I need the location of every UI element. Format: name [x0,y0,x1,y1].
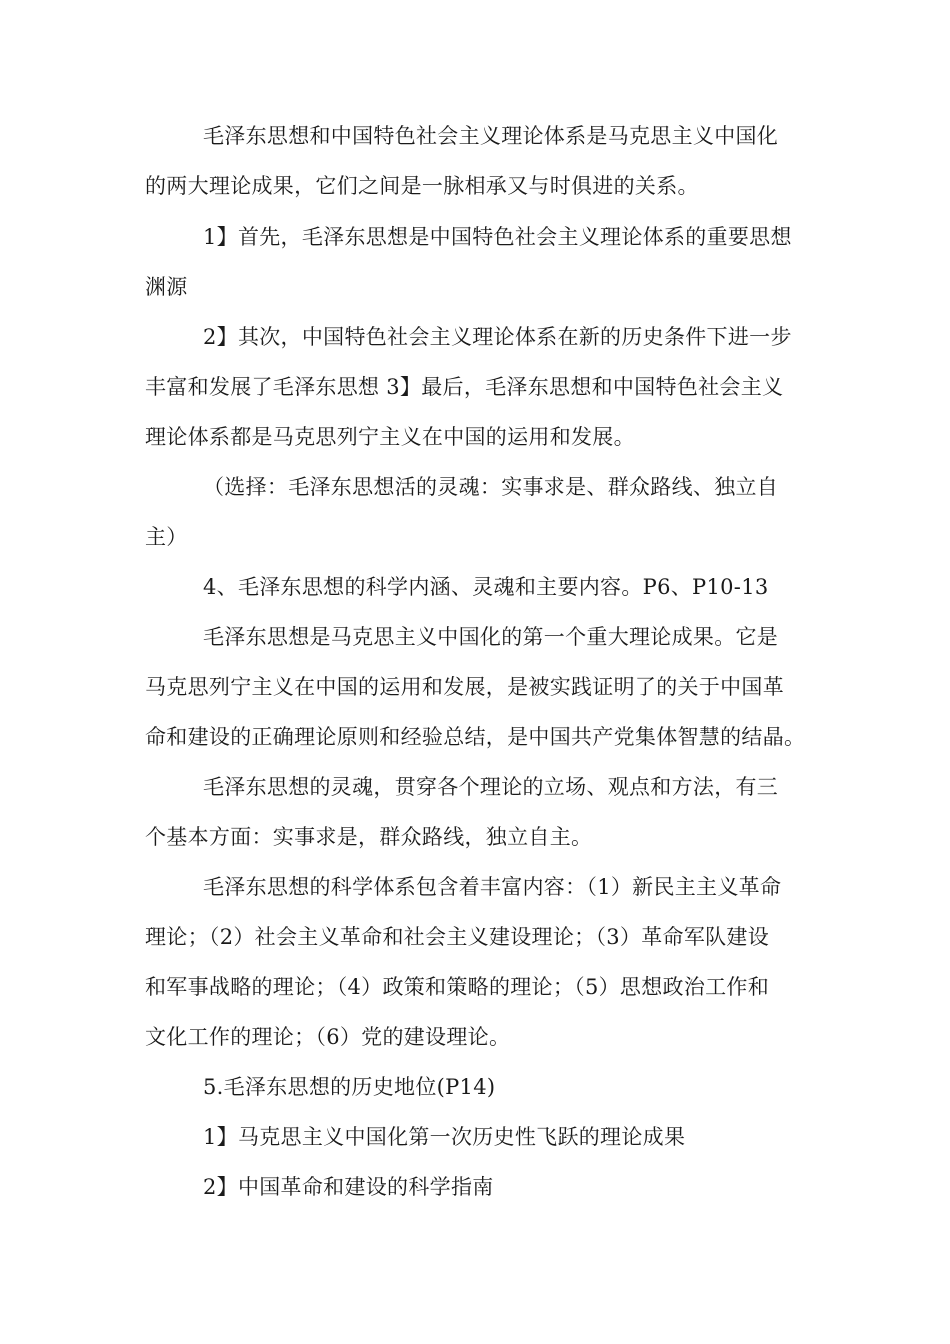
text-line: 的两大理论成果，它们之间是一脉相承又与时俱进的关系。 [145,174,699,198]
text-line: 毛泽东思想和中国特色社会主义理论体系是马克思主义中国化 [203,124,779,148]
text-line: 主） [145,525,188,549]
text-line: 2】中国革命和建设的科学指南 [203,1175,494,1199]
text-line: 5.毛泽东思想的历史地位(P14) [203,1075,496,1099]
text-line: 理论；（2）社会主义革命和社会主义建设理论；（3）革命军队建设 [145,925,770,949]
text-line: 命和建设的正确理论原则和经验总结，是中国共产党集体智慧的结晶。 [145,725,806,749]
text-line: 文化工作的理论；（6）党的建设理论。 [145,1025,511,1049]
text-line: 4、毛泽东思想的科学内涵、灵魂和主要内容。P6、P10-13 [203,575,769,599]
text-line: 毛泽东思想是马克思主义中国化的第一个重大理论成果。它是 [203,625,779,649]
text-line: 2】其次，中国特色社会主义理论体系在新的历史条件下进一步 [203,325,792,349]
text-line: 1】首先，毛泽东思想是中国特色社会主义理论体系的重要思想 [203,225,792,249]
text-line: 理论体系都是马克思列宁主义在中国的运用和发展。 [145,425,635,449]
text-line: 丰富和发展了毛泽东思想 3】最后，毛泽东思想和中国特色社会主义 [145,375,784,399]
text-line: 和军事战略的理论；（4）政策和策略的理论；（5）思想政治工作和 [145,975,770,999]
text-line: 毛泽东思想的科学体系包含着丰富内容：（1）新民主主义革命 [203,875,782,899]
text-line: 渊源 [145,275,188,299]
text-line: 个基本方面：实事求是，群众路线，独立自主。 [145,825,593,849]
text-line: 1】马克思主义中国化第一次历史性飞跃的理论成果 [203,1125,686,1149]
text-line: 马克思列宁主义在中国的运用和发展，是被实践证明了的关于中国革 [145,675,784,699]
text-line: （选择：毛泽东思想活的灵魂：实事求是、群众路线、独立自 [203,475,779,499]
text-line: 毛泽东思想的灵魂，贯穿各个理论的立场、观点和方法，有三 [203,775,779,799]
